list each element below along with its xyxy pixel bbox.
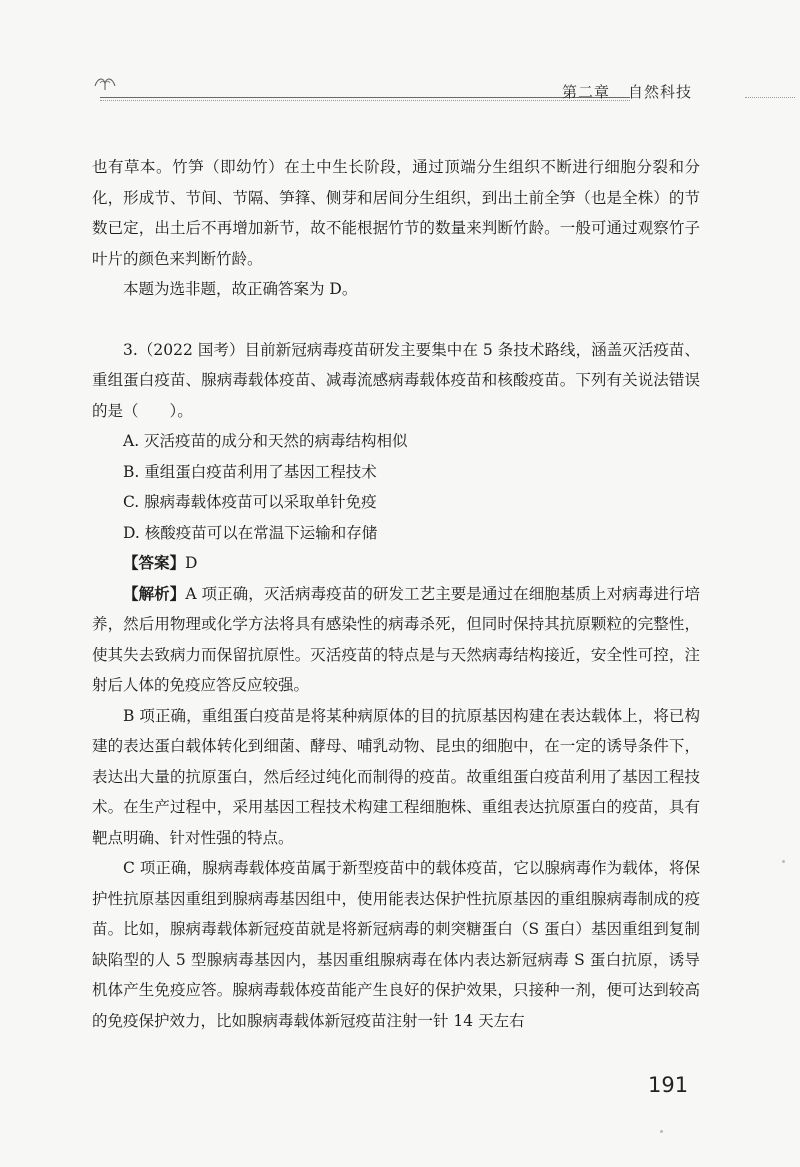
answer-line (92, 548, 700, 579)
option-a: A. 灭活疫苗的成分和天然的病毒结构相似 (123, 432, 408, 450)
answer-value: D (185, 554, 198, 572)
question-stem: 3.（2022 国考）目前新冠病毒疫苗研发主要集中在 5 条技术路线，涵盖灭活疫苗、重组蛋白疫苗、腺病毒载体疫苗、减毒流感病毒载体疫苗和核酸疫苗。下列有关说法错误的是（ ）。 (92, 340, 700, 420)
analysis-tag: 【解析】 (123, 583, 186, 603)
leaf-logo-icon (92, 74, 118, 92)
chapter-heading (562, 81, 692, 102)
header-rule (100, 97, 630, 98)
analysis-b: B 项正确，重组蛋白疫苗是将某种病原体的目的抗原基因构建在表达载体上，将已构建的表达蛋白载体转化到细菌、酵母、哺乳动物、昆虫的细胞中，在一定的诱导条件下，表达出大量的抗原蛋白，然后经过纯化而制得的疫苗。故重组蛋白疫苗利用了基因工程技术。在生产过程中，采用基因工程技术构建工程细胞株、重组表达抗原蛋白的疫苗，具有靶点明确、针对性强的特点。 (92, 706, 700, 847)
analysis-a (92, 579, 700, 701)
page-body (92, 152, 700, 1036)
paragraph-continuation: 也有草本。竹笋（即幼竹）在土中生长阶段，通过顶端分生组织不断进行细胞分裂和分化，形成节、节间、节隔、笋箨、侧芽和居间分生组织，到出土前全笋（也是全株）的节数已定，出土后不再增加新节，故不能根据竹节的数量来判断竹龄。一般可通过观察竹子叶片的颜色来判断竹龄。 (92, 158, 700, 268)
option-d: D. 核酸疫苗可以在常温下运输和存储 (123, 523, 378, 542)
paragraph-answer-note: 本题为选非题，故正确答案为 D。 (123, 280, 358, 298)
page-number: 191 (648, 1073, 689, 1097)
margin-rule (745, 97, 795, 98)
analysis-a-text: A 项正确，灭活病毒疫苗的研发工艺主要是通过在细胞基质上对病毒进行培养，然后用物理或化学方法将具有感染性的病毒杀死，但同时保持其抗原颗粒的完整性，使其失去致病力而保留抗原性。灭活疫苗的特点是与天然病毒结构接近，安全性可控，注射后人体的免疫应答反应较强。 (92, 584, 700, 694)
chapter-label: 第二章 (562, 83, 611, 101)
running-header (92, 74, 704, 104)
answer-tag: 【答案】 (123, 553, 186, 572)
option-b: B. 重组蛋白疫苗利用了基因工程技术 (123, 462, 377, 481)
header-rule-dotted (100, 100, 630, 101)
scan-speck (782, 860, 785, 863)
scan-speck (660, 1130, 663, 1133)
option-c: C. 腺病毒载体疫苗可以采取单针免疫 (123, 493, 377, 511)
analysis-c: C 项正确，腺病毒载体疫苗属于新型疫苗中的载体疫苗，它以腺病毒作为载体，将保护性抗原基因重组到腺病毒基因组中，使用能表达保护性抗原基因的重组腺病毒制成的疫苗。比如，腺病毒载体新冠疫苗就是将新冠病毒的刺突糖蛋白（S 蛋白）基因重组到复制缺陷型的人 5 型腺病毒基因内，基因重组腺病毒在体内表达新冠病毒 S 蛋白抗原，诱导机体产生免疫应答。腺病毒载体疫苗能产生良好的保护效果，只接种一剂，便可达到较高的免疫保护效力，比如腺病毒载体新冠疫苗注射一针 14 天左右 (92, 859, 700, 1030)
chapter-title: 自然科技 (628, 83, 693, 101)
